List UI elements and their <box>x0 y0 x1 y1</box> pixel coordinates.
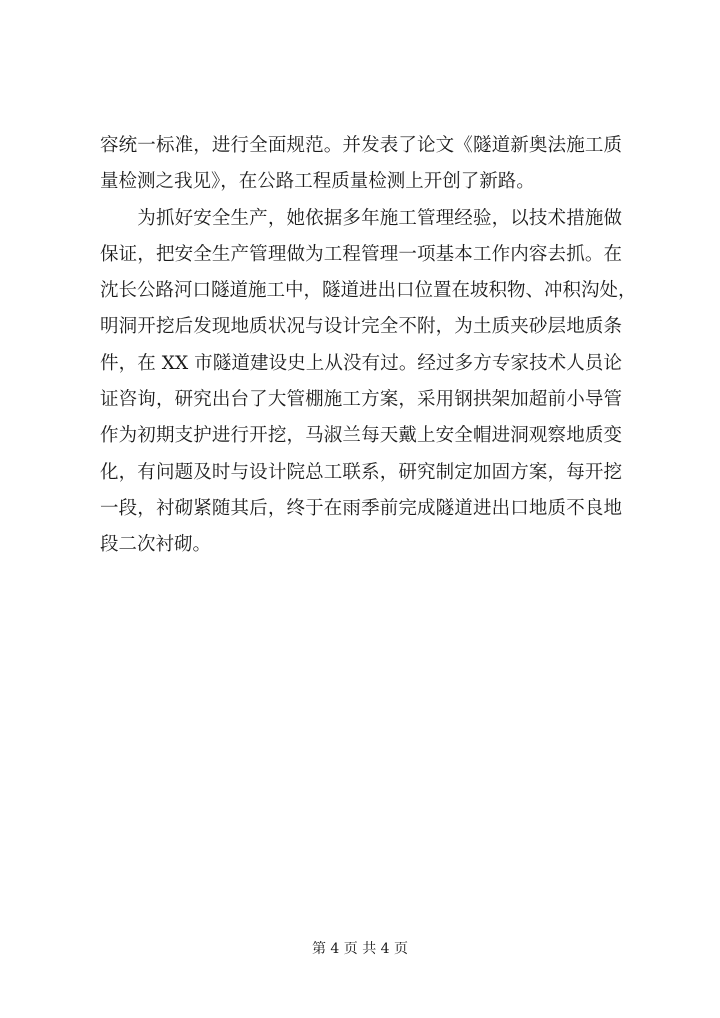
page-footer: 第 4 页 共 4 页 <box>311 941 409 957</box>
text-line: 化，有问题及时与设计院总工联系，研究制定加固方案，每开挖 <box>100 461 622 483</box>
text-line: 段二次衬砌。 <box>100 534 212 556</box>
text-line: 证咨询，研究出台了大管棚施工方案，采用钢拱架加超前小导管 <box>100 389 622 411</box>
text-line: 量检测之我见》，在公路工程质量检测上开创了新路。 <box>100 171 535 193</box>
text-line: 沈长公路河口隧道施工中，隧道进出口位置在坡积物、冲积沟处， <box>100 280 637 302</box>
text-line: 件，在 XX 市隧道建设史上从没有过。经过多方专家技术人员论 <box>100 352 622 374</box>
text-line: 明洞开挖后发现地质状况与设计完全不附，为土质夹砂层地质条 <box>100 316 622 338</box>
text-line: 为抓好安全生产，她依据多年施工管理经验，以技术措施做 <box>100 207 622 229</box>
body-text <box>100 128 637 564</box>
text-line: 容统一标准，进行全面规范。并发表了论文《隧道新奥法施工质 <box>100 135 622 156</box>
text-line: 一段，衬砌紧随其后，终于在雨季前完成隧道进出口地质不良地 <box>100 497 622 519</box>
text-line: 作为初期支护进行开挖，马淑兰每天戴上安全帽进洞观察地质变 <box>100 425 622 447</box>
text-line: 保证，把安全生产管理做为工程管理一项基本工作内容去抓。在 <box>100 243 622 265</box>
